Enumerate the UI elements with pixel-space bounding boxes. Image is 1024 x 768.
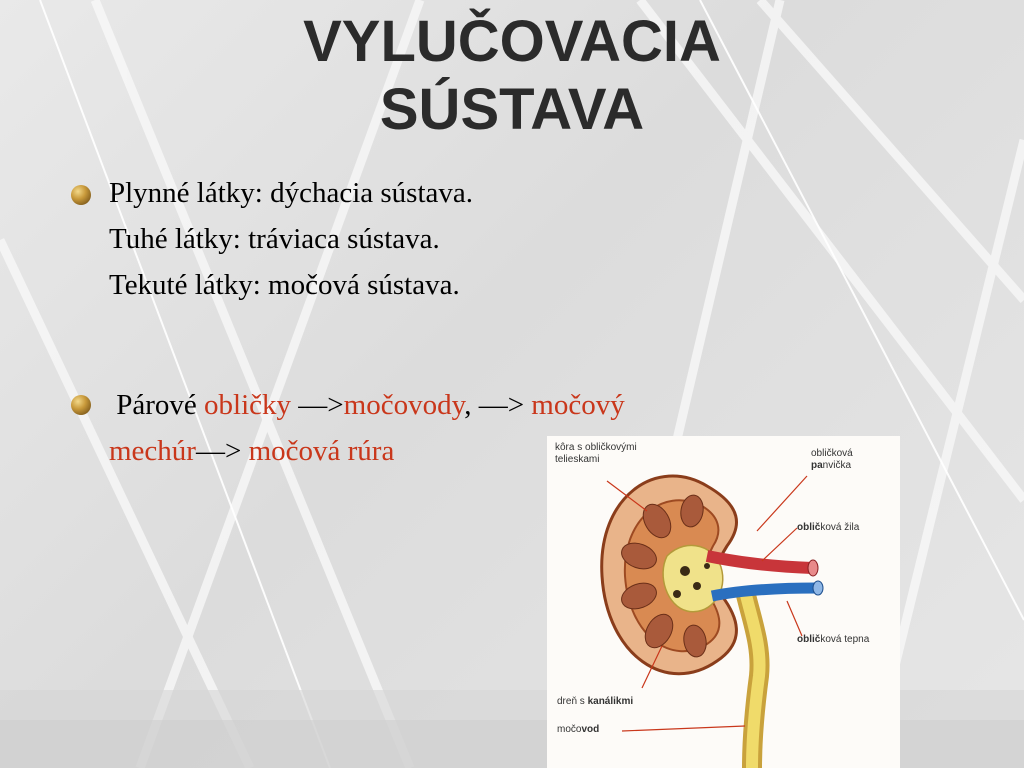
separator: , —>: [464, 389, 525, 421]
title-line-1: VYLUČOVACIA: [303, 9, 721, 74]
word-oblicky: obličky: [204, 389, 292, 421]
bullet-icon: [71, 395, 91, 415]
label-kora-line-1: kôra s obličkovými: [555, 442, 637, 453]
label-panvicka-line-2: [811, 460, 853, 472]
label-tepna-rest: ková tepna: [820, 634, 870, 645]
label-mocovod: [557, 724, 599, 736]
word-mechur: mechúr: [109, 435, 196, 467]
label-kora: [555, 442, 637, 466]
bullet-1-line-1: Plynné látky: dýchacia sústava.: [109, 177, 474, 209]
word-mocovody: močovody: [343, 389, 465, 421]
bullet-1-line-2: Tuhé látky: tráviaca sústava.: [109, 223, 440, 255]
label-kora-line-2: telieskami: [555, 454, 600, 465]
label-tepna-bold: oblič: [797, 634, 821, 645]
label-tepna: [797, 634, 869, 646]
arrow-2: —>: [195, 435, 242, 467]
label-mocovod-bold: vod: [581, 724, 600, 735]
label-zila: [797, 522, 859, 534]
page-title: [0, 8, 1024, 144]
word-parove: Párové: [116, 389, 197, 421]
label-panvicka-line-1: obličková: [811, 448, 853, 459]
label-zila-rest: ková žila: [820, 522, 860, 533]
label-dren: [557, 696, 633, 708]
kidney-diagram: [547, 436, 900, 768]
label-panvicka: [811, 448, 853, 472]
kidney-illustration: [547, 436, 900, 768]
label-zila-bold: oblič: [797, 522, 821, 533]
label-panvicka-bold: pa: [811, 460, 823, 471]
label-mocovod-plain: močo: [557, 724, 582, 735]
label-panvicka-rest: nvička: [822, 460, 852, 471]
bullet-2-line-1: [109, 382, 625, 428]
label-dren-plain: dreň s: [557, 696, 588, 707]
label-dren-bold: kanálikmi: [587, 696, 634, 707]
bullet-icon: [71, 185, 91, 205]
word-mocova-rura: močová rúra: [248, 435, 395, 467]
title-line-2: SÚSTAVA: [379, 77, 645, 142]
arrow-1: —>: [298, 389, 344, 421]
bullet-1-line-3: Tekuté látky: močová sústava.: [109, 269, 460, 301]
bullet-1-text: [109, 170, 473, 308]
word-mocovy: močový: [531, 389, 625, 421]
